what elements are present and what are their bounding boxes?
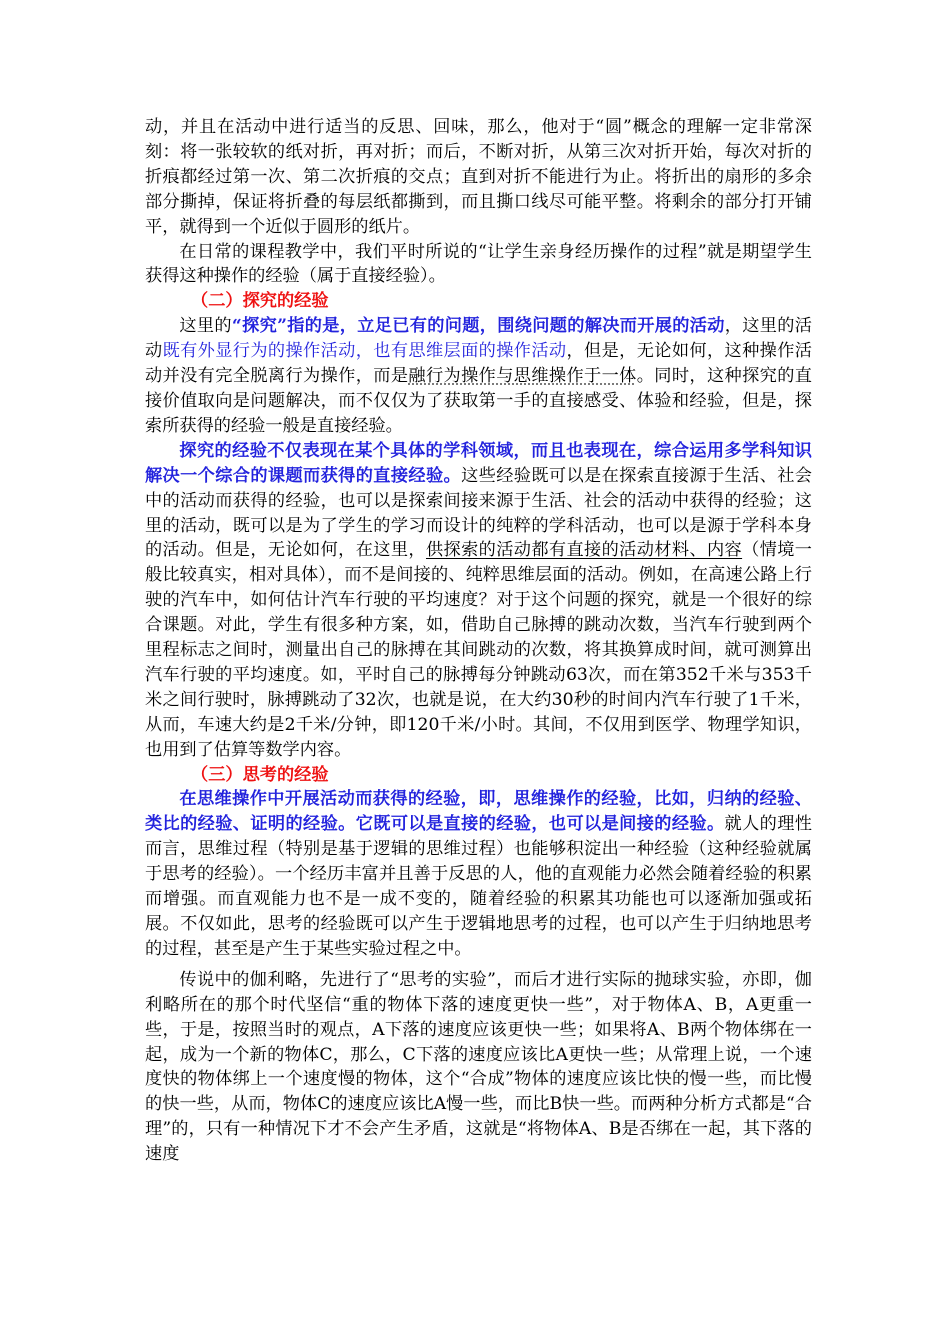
document-body xyxy=(145,115,812,1167)
text-run: 这里的 xyxy=(179,316,232,337)
text-run: ，但是，无论如何，这种操作活动并没有完全脱离行为操作，而是 xyxy=(145,341,812,387)
highlight-thinking-operations: 在思维操作中开展活动而获得的经验，即，思维操作的经验，比如，归纳的经验、类比的经验、证明的经验。它既可以是直接的经验，也可以是间接的经验。 xyxy=(145,789,812,835)
paragraph-inquiry-definition xyxy=(145,314,812,439)
underlined-materials: 供探索的活动都有直接的活动材料、内容 xyxy=(425,540,743,561)
highlight-inquiry-meaning: “探究”指的是，立足已有的问题，围绕问题的解决而开展的活动 xyxy=(231,316,725,337)
paragraph-galileo: 传说中的伽利略，先进行了“思考的实验”，而后才进行实际的抛球实验，亦即，伽利略所在的那个时代坚信“重的物体下落的速度更快一些”，对于物体A、B，A更重一些，于是，按照当时的观点，A下落的速度应该更快一些；如果将A、B两个物体绑在一起，成为一个新的物体C，那么，C下落的速度应该比A更快一些；从常理上说，一个速度快的物体绑上一个速度慢的物体，这个“合成”物体的速度应该比快的慢一些，而比慢的快一些，从而，物体C的速度应该比A慢一些，而比B快一些。而两种分析方式都是“合理”的，只有一种情况下才不会产生矛盾，这就是“将物体A、B是否绑在一起，其下落的速度 xyxy=(145,969,812,1165)
paragraph-paper-folding: 动，并且在活动中进行适当的反思、回味，那么，他对于“圆”概念的理解一定非常深刻：将一张较软的纸对折，再对折；而后，不断对折，从第三次对折开始，每次对折的折痕都经过第一次、第二次折痕的交点；直到对折不能进行为止。将折出的扇形的多余部分撕掉，保证将折叠的每层纸都撕到，而且撕口线尽可能平整。将剩余的部分打开铺平，就得到一个近似于圆形的纸片。 xyxy=(145,117,812,237)
text-run: 就人的理性而言，思维过程（特别是基于逻辑的思维过程）也能够积淀出一种经验（这种经验就属于思考的经验）。一个经历丰富并且善于反思的人，他的直观能力必然会随着经验的积累而增强。而直观能力也不是一成不变的，随着经验的积累其功能也可以逐渐加强或拓展。不仅如此，思考的经验既可以产生于逻辑地思考的过程，也可以产生于归纳地思考的过程，甚至是产生于某些实验过程之中。 xyxy=(145,814,812,959)
paragraph-direct-experience: 在日常的课程教学中，我们平时所说的“让学生亲身经历操作的过程”就是期望学生获得这种操作的经验（属于直接经验）。 xyxy=(145,241,812,287)
section-heading-inquiry: （二）探究的经验 xyxy=(191,291,329,312)
text-run: 。同时，这种探究的直接价值取向是问题解决，而不仅仅为了获取第一手的直接感受、体验和经验，但是，探索所获得的经验一般是直接经验。 xyxy=(145,366,812,436)
highlight-activity-types: 既有外显行为的操作活动，也有思维层面的操作活动 xyxy=(162,341,567,362)
paragraph-thinking-experience xyxy=(145,787,812,961)
paragraph-inquiry-experience xyxy=(145,439,812,763)
text-run: 这些经验既可以是在探索直接源于生活、社会中的活动而获得的经验，也可以是探索间接来源于生活、社会的活动中获得的经验；这里的活动，既可以是为了学生的学习而设计的纯粹的学科活动，也可以是源于学科本身的活动。但是，无论如何，在这里， xyxy=(145,465,812,561)
highlight-interdisciplinary: 探究的经验不仅表现在某个具体的学科领域，而且也表现在，综合运用多学科知识解决一个综合的课题而获得的直接经验。 xyxy=(145,440,812,486)
text-run: ，这里的活动 xyxy=(145,316,812,362)
underlined-integration: 融行为操作与思维操作于一体 xyxy=(408,366,637,387)
section-heading-thinking: （三）思考的经验 xyxy=(191,764,329,785)
text-run: （情境一般比较真实，相对具体），而不是间接的、纯粹思维层面的活动。例如，在高速公路上行驶的汽车中，如何估计汽车行驶的平均速度？对于这个问题的探究，就是一个很好的综合课题。对此，学生有很多种方案，如，借助自己脉搏的跳动次数，当汽车行驶到两个里程标志之间时，测量出自己的脉搏在其间跳动的次数，将其换算成时间，就可测算出汽车行驶的平均速度。如，平时自己的脉搏每分钟跳动63次，而在第352千米与353千米之间行驶时，脉搏跳动了32次，也就是说，在大约30秒的时间内汽车行驶了1千米，从而，车速大约是2千米/分钟，即120千米/小时。其间，不仅用到医学、物理学知识，也用到了估算等数学内容。 xyxy=(145,540,812,760)
